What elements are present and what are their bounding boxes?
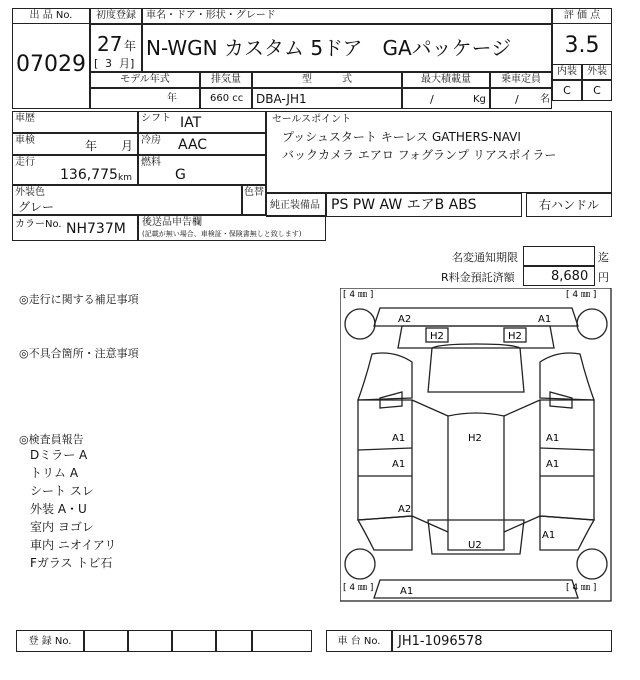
car-diagram	[340, 288, 612, 602]
rating-label: 評 価 点	[563, 10, 601, 21]
shift-value: IAT	[180, 115, 202, 131]
aftermarket-note: (記載が無い場合、車検証・保険書無しと致します)	[142, 230, 302, 238]
max-load: /	[430, 93, 434, 106]
name-change-label: 名変通知期限	[452, 251, 518, 264]
report-line: シート スレ	[30, 484, 94, 498]
interior-grade: C	[563, 84, 571, 97]
exterior-grade: C	[593, 84, 601, 97]
capacity-unit: 名	[540, 94, 550, 105]
recycle-amount: 8,680	[551, 269, 589, 284]
capacity-label: 乗車定員	[501, 74, 541, 85]
rating-value: 3.5	[564, 33, 600, 58]
type-value: DBA-JH1	[256, 92, 307, 106]
mark-rear-bumper: A1	[400, 586, 414, 597]
mark-hood-right: H2	[508, 331, 522, 342]
mark-hood-left: H2	[430, 331, 444, 342]
shift-label: シフト	[141, 113, 171, 124]
model-year-unit: 年	[167, 93, 177, 104]
lot-label: 出 品 No.	[29, 10, 73, 21]
tyre-rear-left	[345, 549, 375, 579]
color-no-label: カラーNo.	[15, 219, 62, 230]
equipment-value: PS PW AW エアB ABS	[331, 197, 477, 213]
mileage-label: 走行	[15, 157, 35, 168]
displacement: 660 cc	[210, 93, 244, 104]
mileage-unit: km	[118, 173, 132, 183]
first-reg-month-unit: 月]	[119, 57, 135, 70]
lot-number: 07029	[16, 52, 86, 77]
displacement-label: 排気量	[211, 74, 241, 85]
recycle-unit: 円	[598, 271, 609, 284]
sales-points-line1: プッシュスタート キーレス GATHERS-NAVI	[282, 130, 521, 144]
name-change-unit: 迄	[598, 251, 609, 264]
reg-no-cell-5	[252, 630, 312, 652]
fuel-label: 燃料	[141, 157, 161, 168]
color-no-value: NH737M	[66, 221, 126, 237]
car-name: N-WGN カスタム 5ドア GAパッケージ	[146, 36, 512, 60]
inspector-label: ◎検査員報告	[19, 433, 84, 446]
report-line: 室内 ヨゴレ	[30, 520, 94, 534]
tyre-front-right	[577, 309, 607, 339]
car-name-label: 車名・ドア・形状・グレード	[146, 10, 276, 21]
mark-left-front-door: A1	[392, 433, 406, 444]
reg-no-cell-2	[128, 630, 172, 652]
first-reg-year: 27	[97, 32, 123, 56]
mark-rear-gate: U2	[468, 540, 482, 551]
mark-left-rear-fender: A2	[398, 504, 412, 515]
sales-points-label: セールスポイント	[272, 114, 352, 125]
reg-no-label: 登 録 No.	[28, 636, 72, 647]
first-reg-label: 初度登録	[96, 10, 136, 21]
inspection-year-unit: 年	[85, 139, 98, 153]
name-change-cell	[523, 246, 595, 266]
reg-no-cell-1	[84, 630, 128, 652]
defects-label: ◎不具合箇所・注意事項	[19, 347, 139, 360]
chassis-number: JH1-1096578	[398, 634, 483, 649]
handle-value: 右ハンドル	[538, 198, 599, 212]
tyre-depth-front-left: [ 4 ㎜ ]	[343, 290, 374, 300]
ext-color-value: グレー	[18, 200, 55, 214]
report-line: トリム A	[30, 466, 79, 480]
chassis-label: 車 台 No.	[337, 636, 381, 647]
ac-value: AAC	[178, 137, 208, 153]
max-load-label: 最大積載量	[421, 74, 471, 85]
exterior-label: 外装	[587, 66, 607, 77]
report-line: Fガラス トビ石	[30, 556, 113, 570]
equipment-label: 純正装備品	[270, 200, 320, 211]
mark-roof: H2	[468, 433, 482, 444]
sales-points-line2: バックカメラ エアロ フォグランプ リアスポイラー	[282, 148, 557, 162]
history-label: 車歴	[15, 113, 35, 124]
tyre-depth-rear-left: [ 4 ㎜ ]	[343, 583, 374, 593]
model-year-label: モデル年式	[120, 74, 170, 85]
first-reg-month: 3	[105, 57, 112, 70]
repaint-label: 色替	[244, 187, 264, 198]
reg-no-cell-3	[172, 630, 216, 652]
model-year-cell	[90, 88, 200, 109]
inspection-month-unit: 月	[121, 139, 134, 153]
first-reg-month-open: [	[94, 57, 99, 70]
recycle-label: R料金預託済額	[441, 271, 515, 284]
aftermarket-label: 後送品申告欄	[142, 217, 202, 228]
ac-label: 冷房	[141, 135, 161, 146]
report-line: Dミラー A	[30, 448, 88, 462]
fuel-value: G	[175, 167, 186, 183]
mark-right-rear-fender: A1	[542, 530, 556, 541]
hood-outline	[398, 326, 554, 348]
driving-notes-label: ◎走行に関する補足事項	[19, 293, 139, 306]
report-line: 車内 ニオイアリ	[30, 538, 117, 552]
first-reg-year-unit: 年	[124, 39, 137, 53]
max-load-unit: Kg	[473, 94, 486, 105]
inspection-label: 車検	[15, 135, 35, 146]
type-label: 型 式	[302, 74, 352, 85]
tyre-front-left	[345, 309, 375, 339]
report-line: 外装 A・U	[30, 502, 87, 516]
ext-color-label: 外装色	[15, 187, 45, 198]
reg-no-cell-4	[216, 630, 252, 652]
mark-front-bumper: A2	[398, 314, 412, 325]
mileage-value: 136,775	[60, 167, 118, 183]
tyre-depth-rear-right: [ 4 ㎜ ]	[566, 583, 597, 593]
mark-left-rear-door: A1	[392, 459, 406, 470]
tyre-rear-right	[577, 549, 607, 579]
interior-label: 内装	[557, 66, 577, 77]
tyre-depth-front-right: [ 4 ㎜ ]	[566, 290, 597, 300]
mark-right-rear-door: A1	[546, 459, 560, 470]
mark-right-front-door: A1	[546, 433, 560, 444]
capacity: /	[515, 93, 519, 106]
mark-front-bumper-right: A1	[538, 314, 552, 325]
